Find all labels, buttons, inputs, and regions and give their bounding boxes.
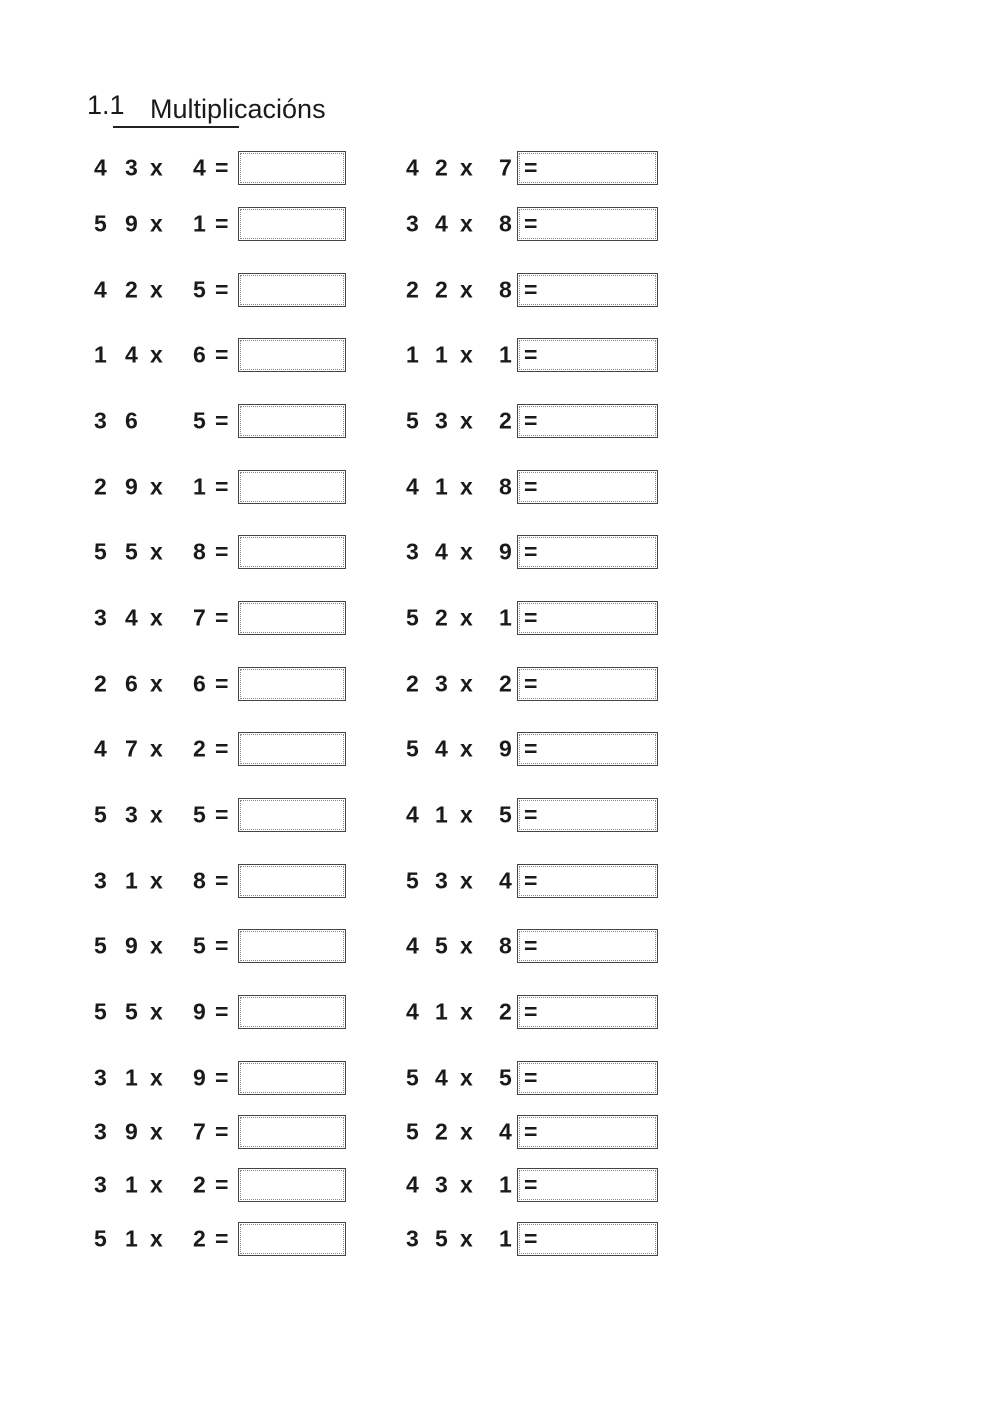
- problem-row: [0, 532, 1000, 572]
- left-digit-tens: 3: [94, 1171, 107, 1198]
- answer-input-left[interactable]: [238, 1168, 346, 1202]
- right-equals: =: [524, 1118, 538, 1145]
- right-operator: x: [460, 407, 473, 434]
- answer-input-left[interactable]: [238, 732, 346, 766]
- answer-input-right[interactable]: [517, 929, 658, 963]
- left-digit-tens: 3: [94, 1118, 107, 1145]
- right-multiplier: 1: [499, 1225, 512, 1252]
- left-multiplier: 5: [193, 932, 206, 959]
- right-digit-tens: 5: [406, 1118, 419, 1145]
- right-operator: x: [460, 932, 473, 959]
- problem-row: [0, 1219, 1000, 1259]
- right-digit-ones: 4: [435, 1064, 448, 1091]
- answer-input-right[interactable]: [517, 732, 658, 766]
- left-operator: x: [150, 867, 163, 894]
- left-equals: =: [215, 276, 229, 303]
- left-multiplier: 5: [193, 407, 206, 434]
- left-equals: =: [215, 670, 229, 697]
- left-digit-ones: 7: [125, 735, 138, 762]
- right-equals: =: [524, 998, 538, 1025]
- left-operator: x: [150, 473, 163, 500]
- answer-input-left[interactable]: [238, 995, 346, 1029]
- problem-row: [0, 1165, 1000, 1205]
- left-multiplier: 1: [193, 210, 206, 237]
- left-digit-tens: 4: [94, 735, 107, 762]
- right-digit-ones: 1: [435, 341, 448, 368]
- answer-input-left[interactable]: [238, 1061, 346, 1095]
- left-multiplier: 2: [193, 1225, 206, 1252]
- right-equals: =: [524, 154, 538, 181]
- answer-input-right[interactable]: [517, 1168, 658, 1202]
- left-equals: =: [215, 1225, 229, 1252]
- left-digit-ones: 9: [125, 210, 138, 237]
- right-operator: x: [460, 341, 473, 368]
- right-digit-tens: 5: [406, 604, 419, 631]
- left-operator: x: [150, 276, 163, 303]
- right-multiplier: 2: [499, 670, 512, 697]
- left-equals: =: [215, 735, 229, 762]
- right-multiplier: 8: [499, 210, 512, 237]
- left-multiplier: 5: [193, 276, 206, 303]
- left-equals: =: [215, 341, 229, 368]
- answer-input-right[interactable]: [517, 1115, 658, 1149]
- right-multiplier: 8: [499, 932, 512, 959]
- answer-input-right[interactable]: [517, 535, 658, 569]
- left-operator: x: [150, 932, 163, 959]
- left-digit-tens: 4: [94, 276, 107, 303]
- left-digit-ones: 9: [125, 473, 138, 500]
- left-digit-ones: 6: [125, 407, 138, 434]
- answer-input-left[interactable]: [238, 151, 346, 185]
- right-digit-tens: 5: [406, 407, 419, 434]
- right-digit-tens: 5: [406, 1064, 419, 1091]
- answer-input-left[interactable]: [238, 470, 346, 504]
- right-digit-ones: 5: [435, 1225, 448, 1252]
- right-digit-tens: 4: [406, 1171, 419, 1198]
- answer-input-right[interactable]: [517, 404, 658, 438]
- right-multiplier: 9: [499, 538, 512, 565]
- right-digit-tens: 4: [406, 932, 419, 959]
- left-digit-tens: 4: [94, 154, 107, 181]
- left-equals: =: [215, 538, 229, 565]
- left-multiplier: 4: [193, 154, 206, 181]
- left-multiplier: 8: [193, 538, 206, 565]
- right-multiplier: 2: [499, 407, 512, 434]
- right-operator: x: [460, 154, 473, 181]
- left-digit-tens: 2: [94, 670, 107, 697]
- right-multiplier: 4: [499, 867, 512, 894]
- right-operator: x: [460, 801, 473, 828]
- left-digit-tens: 3: [94, 604, 107, 631]
- right-digit-tens: 3: [406, 210, 419, 237]
- left-digit-ones: 5: [125, 998, 138, 1025]
- answer-input-left[interactable]: [238, 207, 346, 241]
- left-multiplier: 6: [193, 341, 206, 368]
- right-digit-ones: 4: [435, 538, 448, 565]
- answer-input-right[interactable]: [517, 273, 658, 307]
- right-equals: =: [524, 1064, 538, 1091]
- answer-input-right[interactable]: [517, 798, 658, 832]
- left-equals: =: [215, 801, 229, 828]
- answer-input-right[interactable]: [517, 338, 658, 372]
- right-digit-ones: 2: [435, 604, 448, 631]
- right-digit-tens: 5: [406, 735, 419, 762]
- problem-row: [0, 270, 1000, 310]
- left-equals: =: [215, 604, 229, 631]
- problem-row: [0, 148, 1000, 188]
- answer-input-left[interactable]: [238, 601, 346, 635]
- right-equals: =: [524, 604, 538, 631]
- right-equals: =: [524, 670, 538, 697]
- left-digit-ones: 1: [125, 1171, 138, 1198]
- left-operator: x: [150, 1064, 163, 1091]
- right-digit-ones: 3: [435, 1171, 448, 1198]
- problem-row: [0, 335, 1000, 375]
- left-digit-ones: 2: [125, 276, 138, 303]
- left-operator: x: [150, 801, 163, 828]
- right-equals: =: [524, 276, 538, 303]
- left-operator: x: [150, 1225, 163, 1252]
- answer-input-right[interactable]: [517, 207, 658, 241]
- answer-input-right[interactable]: [517, 1222, 658, 1256]
- left-equals: =: [215, 154, 229, 181]
- answer-input-right[interactable]: [517, 470, 658, 504]
- right-equals: =: [524, 932, 538, 959]
- left-operator: x: [150, 538, 163, 565]
- left-multiplier: 2: [193, 1171, 206, 1198]
- left-digit-ones: 4: [125, 604, 138, 631]
- left-digit-tens: 3: [94, 1064, 107, 1091]
- answer-input-left[interactable]: [238, 864, 346, 898]
- right-equals: =: [524, 407, 538, 434]
- problem-row: [0, 795, 1000, 835]
- left-digit-tens: 3: [94, 867, 107, 894]
- left-multiplier: 9: [193, 1064, 206, 1091]
- right-operator: x: [460, 1118, 473, 1145]
- right-digit-tens: 1: [406, 341, 419, 368]
- right-multiplier: 7: [499, 154, 512, 181]
- right-equals: =: [524, 735, 538, 762]
- left-operator: x: [150, 341, 163, 368]
- answer-input-right[interactable]: [517, 601, 658, 635]
- right-digit-tens: 4: [406, 998, 419, 1025]
- right-multiplier: 5: [499, 1064, 512, 1091]
- problem-row: [0, 664, 1000, 704]
- left-equals: =: [215, 407, 229, 434]
- right-operator: x: [460, 1064, 473, 1091]
- answer-input-left[interactable]: [238, 798, 346, 832]
- right-multiplier: 1: [499, 1171, 512, 1198]
- right-equals: =: [524, 1171, 538, 1198]
- answer-input-left[interactable]: [238, 1222, 346, 1256]
- left-digit-tens: 1: [94, 341, 107, 368]
- answer-input-right[interactable]: [517, 1061, 658, 1095]
- right-digit-tens: 2: [406, 670, 419, 697]
- left-digit-ones: 6: [125, 670, 138, 697]
- exercise-number: 1.1: [87, 90, 125, 120]
- problem-row: [0, 926, 1000, 966]
- right-digit-ones: 3: [435, 407, 448, 434]
- answer-input-right[interactable]: [517, 151, 658, 185]
- left-multiplier: 7: [193, 604, 206, 631]
- left-digit-ones: 1: [125, 1225, 138, 1252]
- right-multiplier: 5: [499, 801, 512, 828]
- right-operator: x: [460, 1171, 473, 1198]
- left-digit-ones: 9: [125, 932, 138, 959]
- answer-input-right[interactable]: [517, 995, 658, 1029]
- right-digit-tens: 3: [406, 1225, 419, 1252]
- left-equals: =: [215, 473, 229, 500]
- left-digit-ones: 5: [125, 538, 138, 565]
- problem-row: [0, 729, 1000, 769]
- title-underline: [113, 126, 239, 128]
- right-multiplier: 8: [499, 276, 512, 303]
- right-digit-ones: 2: [435, 276, 448, 303]
- right-digit-tens: 2: [406, 276, 419, 303]
- right-digit-ones: 2: [435, 1118, 448, 1145]
- left-digit-ones: 1: [125, 867, 138, 894]
- right-operator: x: [460, 604, 473, 631]
- right-digit-ones: 4: [435, 735, 448, 762]
- answer-input-right[interactable]: [517, 667, 658, 701]
- right-digit-ones: 3: [435, 867, 448, 894]
- left-digit-tens: 5: [94, 998, 107, 1025]
- left-operator: x: [150, 1171, 163, 1198]
- right-operator: x: [460, 276, 473, 303]
- left-digit-ones: 4: [125, 341, 138, 368]
- left-multiplier: 9: [193, 998, 206, 1025]
- right-digit-ones: 1: [435, 801, 448, 828]
- answer-input-left[interactable]: [238, 404, 346, 438]
- problem-row: [0, 1112, 1000, 1152]
- left-operator: x: [150, 154, 163, 181]
- left-digit-tens: 5: [94, 801, 107, 828]
- right-digit-ones: 1: [435, 473, 448, 500]
- answer-input-left[interactable]: [238, 667, 346, 701]
- right-multiplier: 9: [499, 735, 512, 762]
- right-digit-tens: 4: [406, 473, 419, 500]
- problem-row: [0, 204, 1000, 244]
- right-multiplier: 8: [499, 473, 512, 500]
- left-equals: =: [215, 1171, 229, 1198]
- right-operator: x: [460, 538, 473, 565]
- left-operator: x: [150, 1118, 163, 1145]
- right-equals: =: [524, 538, 538, 565]
- left-equals: =: [215, 1118, 229, 1145]
- answer-input-left[interactable]: [238, 273, 346, 307]
- right-digit-ones: 3: [435, 670, 448, 697]
- left-digit-tens: 3: [94, 407, 107, 434]
- right-digit-ones: 4: [435, 210, 448, 237]
- right-multiplier: 1: [499, 604, 512, 631]
- answer-input-left[interactable]: [238, 1115, 346, 1149]
- left-operator: x: [150, 210, 163, 237]
- left-multiplier: 8: [193, 867, 206, 894]
- problem-row: [0, 467, 1000, 507]
- left-multiplier: 5: [193, 801, 206, 828]
- left-operator: x: [150, 604, 163, 631]
- problem-row: [0, 1058, 1000, 1098]
- problem-row: [0, 992, 1000, 1032]
- answer-input-right[interactable]: [517, 864, 658, 898]
- left-equals: =: [215, 1064, 229, 1091]
- right-digit-tens: 3: [406, 538, 419, 565]
- problem-row: [0, 861, 1000, 901]
- right-digit-tens: 4: [406, 154, 419, 181]
- right-equals: =: [524, 473, 538, 500]
- right-digit-tens: 5: [406, 867, 419, 894]
- left-operator: x: [150, 735, 163, 762]
- left-equals: =: [215, 998, 229, 1025]
- left-digit-tens: 5: [94, 538, 107, 565]
- page-title: Multiplicacións: [150, 94, 326, 124]
- right-multiplier: 2: [499, 998, 512, 1025]
- left-operator: x: [150, 670, 163, 697]
- left-multiplier: 7: [193, 1118, 206, 1145]
- left-digit-ones: 3: [125, 154, 138, 181]
- right-operator: x: [460, 998, 473, 1025]
- left-equals: =: [215, 210, 229, 237]
- left-digit-ones: 9: [125, 1118, 138, 1145]
- right-operator: x: [460, 1225, 473, 1252]
- right-digit-ones: 1: [435, 998, 448, 1025]
- left-operator: x: [150, 998, 163, 1025]
- right-digit-ones: 5: [435, 932, 448, 959]
- problem-row: [0, 401, 1000, 441]
- left-multiplier: 1: [193, 473, 206, 500]
- left-equals: =: [215, 932, 229, 959]
- left-multiplier: 2: [193, 735, 206, 762]
- right-multiplier: 1: [499, 341, 512, 368]
- right-operator: x: [460, 867, 473, 894]
- left-equals: =: [215, 867, 229, 894]
- right-operator: x: [460, 735, 473, 762]
- right-equals: =: [524, 801, 538, 828]
- left-multiplier: 6: [193, 670, 206, 697]
- answer-input-left[interactable]: [238, 338, 346, 372]
- left-digit-tens: 5: [94, 1225, 107, 1252]
- left-digit-tens: 5: [94, 932, 107, 959]
- right-digit-ones: 2: [435, 154, 448, 181]
- left-digit-ones: 3: [125, 801, 138, 828]
- right-multiplier: 4: [499, 1118, 512, 1145]
- left-digit-ones: 1: [125, 1064, 138, 1091]
- left-digit-tens: 2: [94, 473, 107, 500]
- right-equals: =: [524, 341, 538, 368]
- right-operator: x: [460, 210, 473, 237]
- left-digit-tens: 5: [94, 210, 107, 237]
- right-digit-tens: 4: [406, 801, 419, 828]
- answer-input-left[interactable]: [238, 929, 346, 963]
- right-operator: x: [460, 670, 473, 697]
- answer-input-left[interactable]: [238, 535, 346, 569]
- right-operator: x: [460, 473, 473, 500]
- right-equals: =: [524, 867, 538, 894]
- right-equals: =: [524, 210, 538, 237]
- problem-row: [0, 598, 1000, 638]
- right-equals: =: [524, 1225, 538, 1252]
